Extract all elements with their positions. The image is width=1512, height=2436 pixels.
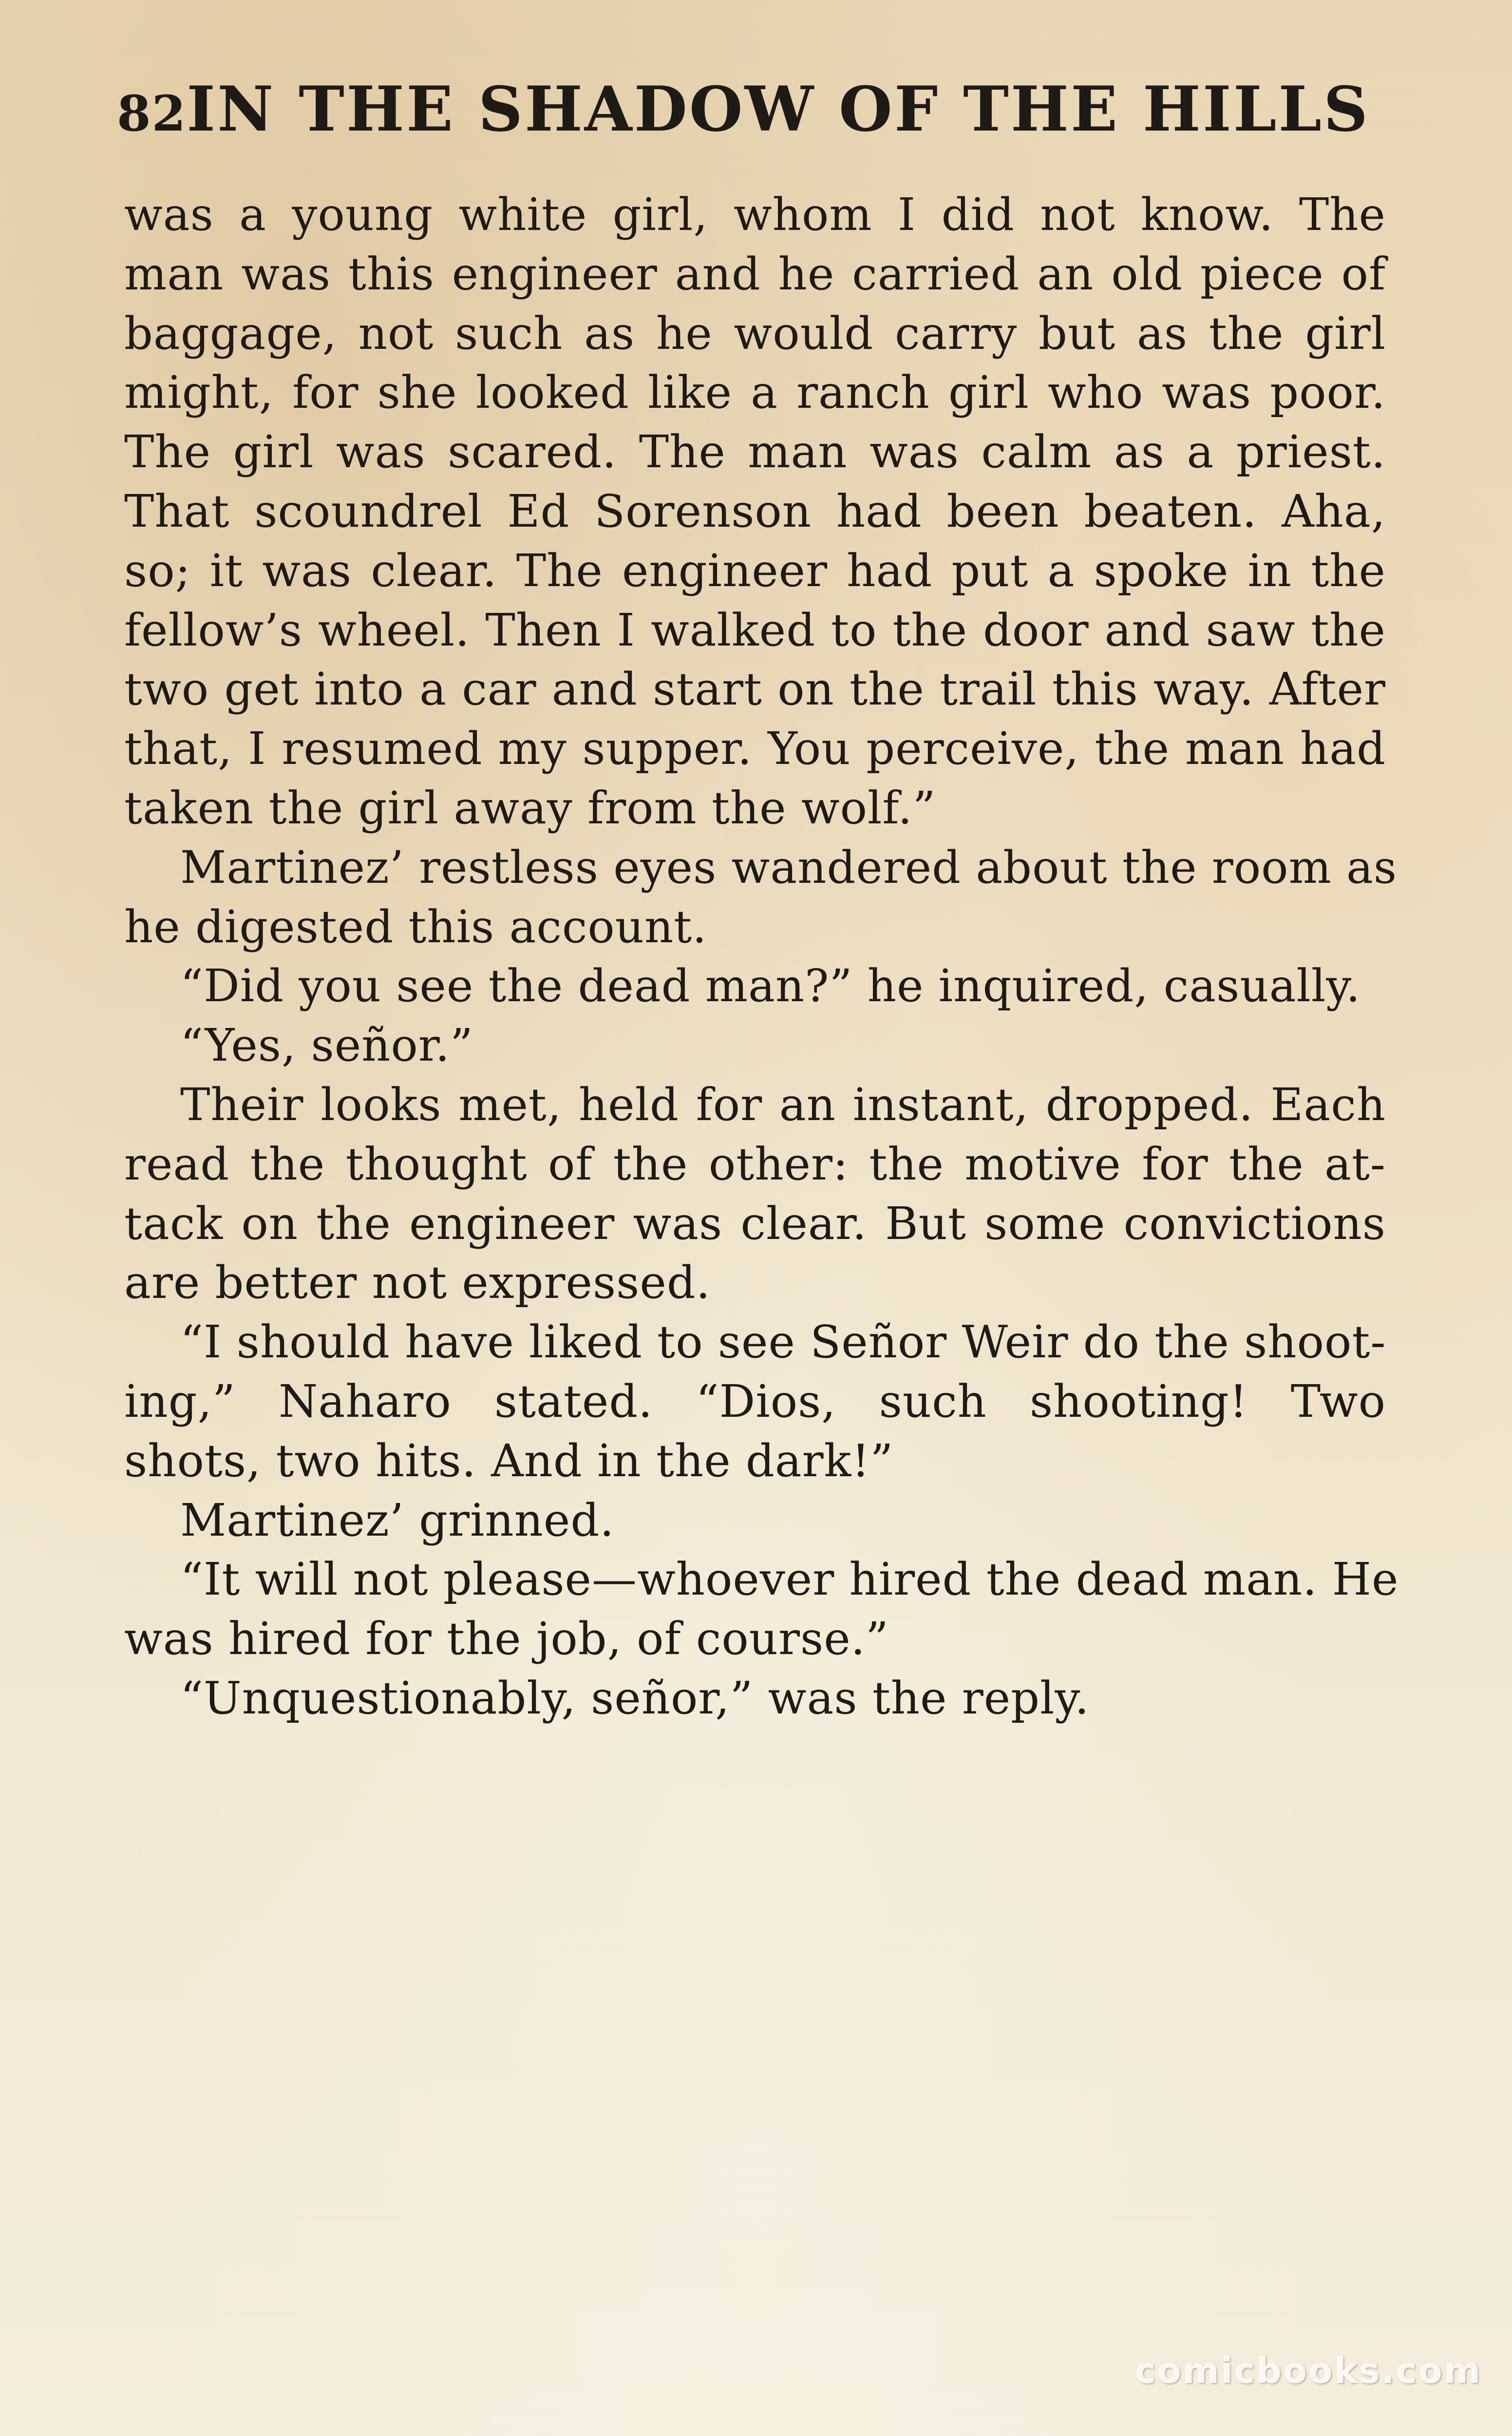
paragraph [124, 1313, 1386, 1490]
paragraph [124, 1491, 1386, 1550]
text-line: two get into a car and start on the trail this way. After [124, 663, 1386, 716]
text-line: fellow’s wheel. Then I walked to the door and saw the [124, 604, 1386, 656]
text-line: “It will not please—whoever hired the dead man. He [180, 1553, 1399, 1606]
paragraph [124, 838, 1398, 957]
body-text [124, 185, 1399, 1728]
text-line: was a young white girl, whom I did not know. The [124, 189, 1386, 241]
text-line: “Yes, señor.” [180, 1019, 473, 1072]
page-number: 82 [117, 85, 187, 142]
text-line: might, for she looked like a ranch girl who was poor. [124, 366, 1386, 419]
text-line: tack on the engineer was clear. But some convictions [124, 1197, 1386, 1250]
paragraph [124, 956, 1386, 1016]
paragraph [124, 1669, 1386, 1728]
running-title: IN THE SHADOW OF THE HILLS [187, 73, 1370, 145]
text-line: so; it was clear. The engineer had put a spoke in the [124, 544, 1386, 597]
text-line: Martinez’ grinned. [180, 1494, 615, 1546]
text-line: shots, two hits. And in the dark!” [124, 1434, 894, 1487]
text-line: The girl was scared. The man was calm as a priest. [124, 426, 1386, 478]
text-line: baggage, not such as he would carry but as the girl [124, 307, 1386, 360]
paragraph [124, 1075, 1386, 1313]
paragraph [124, 185, 1386, 838]
text-line: was hired for the job, of course.” [124, 1613, 889, 1665]
text-line: man was this engineer and he carried an old piece of [124, 247, 1386, 300]
text-line: Their looks met, held for an instant, dropped. Each [180, 1078, 1386, 1131]
text-line: “I should have liked to see Señor Weir do the shoot- [180, 1316, 1386, 1369]
paragraph [124, 1016, 1386, 1075]
text-line: that, I resumed my supper. You perceive, the man had [124, 723, 1386, 775]
running-head [117, 73, 1370, 151]
text-line: ing,” Naharo stated. “Dios, such shooting! Two [124, 1375, 1386, 1427]
text-line: That scoundrel Ed Sorenson had been beaten. Aha, [124, 485, 1386, 537]
text-line: taken the girl away from the wolf.” [124, 781, 936, 834]
text-line: “Unquestionably, señor,” was the reply. [180, 1672, 1090, 1724]
text-line: he digested this account. [124, 900, 707, 953]
text-line: are better not expressed. [124, 1256, 711, 1309]
text-line: “Did you see the dead man?” he inquired, casually. [180, 960, 1361, 1012]
watermark: comicbooks.com [1134, 2350, 1482, 2391]
text-line: Martinez’ restless eyes wandered about the room as [180, 841, 1398, 894]
paragraph [124, 1550, 1399, 1669]
text-line: read the thought of the other: the motive for the at- [124, 1138, 1386, 1190]
